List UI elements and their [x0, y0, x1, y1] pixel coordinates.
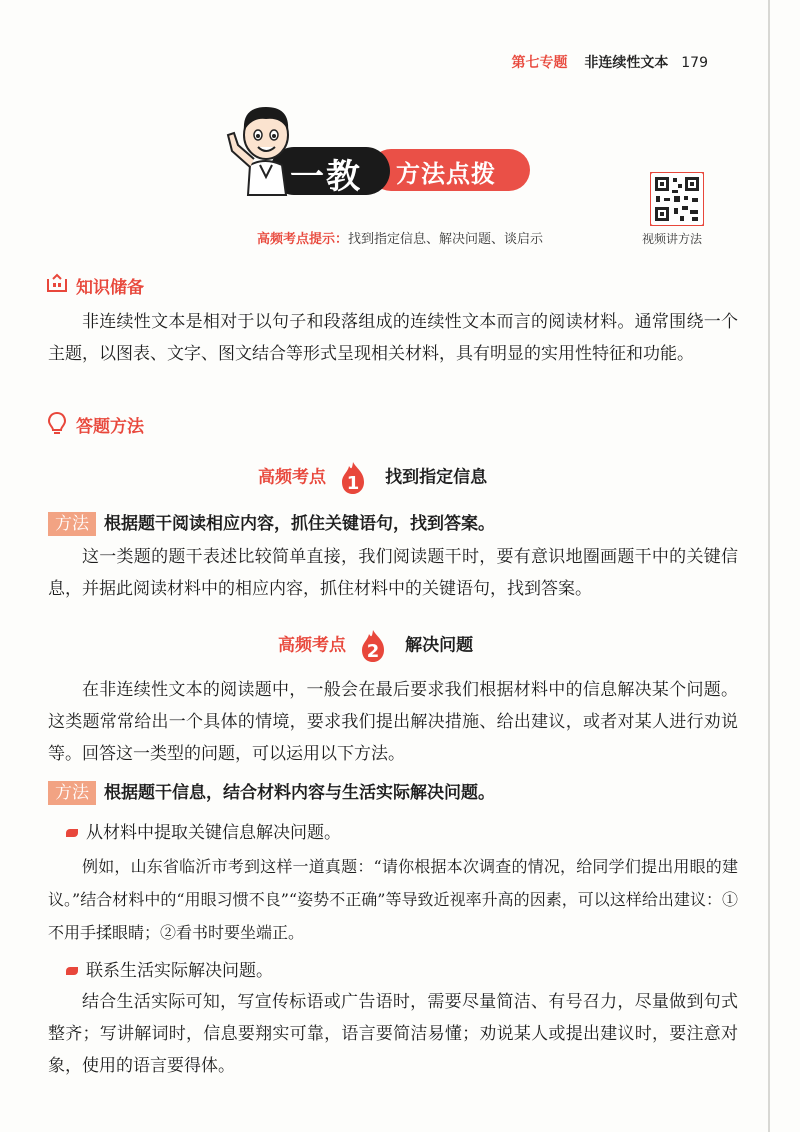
kp2-bullet-1	[66, 818, 341, 843]
kp2-name: 解决问题	[405, 635, 474, 656]
kp2-bullet-1-text: 从材料中提取关键信息解决问题。	[86, 823, 341, 843]
bullet-dot-icon	[66, 829, 78, 837]
kp2-method	[48, 778, 495, 805]
banner-right-text: 方法点拨	[396, 160, 496, 188]
kp1-method-text: 根据题干阅读相应内容，抓住关键语句，找到答案。	[104, 514, 495, 534]
page-number: 179	[681, 55, 708, 71]
header-subject: 非连续性文本	[584, 55, 669, 71]
kp2-life-paragraph: 结合生活实际可知，写宣传标语或广告语时，需要尽量简洁、有号召力，尽量做到句式整齐；写讲解词时，信息要翔实可靠，语言要简洁易懂；劝说某人或提出建议时，要注意对象，使用的语言要得体。	[48, 992, 738, 1076]
hint-label: 高频考点提示：	[256, 232, 348, 247]
knowledge-paragraph: 非连续性文本是相对于以句子和段落组成的连续性文本而言的阅读材料。通常围绕一个主题，以图表、文字、图文结合等形式呈现相关材料，具有明显的实用性特征和功能。	[48, 312, 738, 364]
hint-text: 找到指定信息、解决问题、谈启示	[348, 232, 544, 247]
kp2-method-text: 根据题干信息，结合材料内容与生活实际解决问题。	[104, 783, 495, 803]
running-header	[512, 52, 708, 72]
flame-badge-icon	[338, 460, 368, 496]
header-topic: 第七专题	[511, 55, 568, 71]
kp2-label: 高频考点	[278, 635, 346, 656]
kp1-name: 找到指定信息	[385, 467, 488, 488]
kp2-example-paragraph: 例如，山东省临沂市考到这样一道真题：“请你根据本次调查的情况，给同学们提出用眼的建议。”结合材料中的“用眼习惯不良”“姿势不正确”等导致近视率升高的因素，可以这样给出建议：①不用手揉眼睛；②看书时要坐端正。	[48, 857, 738, 942]
hint-line	[0, 228, 800, 247]
kp2-method-tag: 方法	[48, 781, 96, 805]
kp1-number: 1	[346, 473, 359, 494]
lightbulb-icon	[47, 411, 67, 435]
section-banner	[220, 95, 540, 205]
kp2-bullet-2-text: 联系生活实际解决问题。	[86, 961, 273, 981]
kp1-method-tag: 方法	[48, 512, 96, 536]
kp2-number: 2	[366, 641, 379, 662]
key-point-1-heading	[258, 460, 487, 496]
kp1-paragraph: 这一类题的题干表述比较简单直接，我们阅读题干时，要有意识地圈画题干中的关键信息，并据此阅读材料中的相应内容，抓住材料中的关键语句，找到答案。	[48, 547, 738, 599]
method-section-title: 答题方法	[76, 417, 144, 437]
kp1-label: 高频考点	[258, 467, 326, 488]
flame-badge-icon	[358, 628, 388, 664]
knowledge-title: 知识储备	[76, 278, 144, 298]
kp2-bullet-2	[66, 956, 273, 981]
banner-left-text: 一教	[290, 157, 362, 197]
page-edge	[768, 0, 770, 1132]
kp1-method	[48, 509, 495, 536]
mascot-boy-icon	[220, 95, 310, 205]
key-point-2-heading	[278, 628, 473, 664]
bullet-dot-icon	[66, 967, 78, 975]
knowledge-box-icon	[46, 273, 68, 293]
qr-label: 视频讲方法	[642, 232, 703, 246]
kp2-intro-paragraph: 在非连续性文本的阅读题中，一般会在最后要求我们根据材料中的信息解决某个问题。这类题常常给出一个具体的情境，要求我们提出解决措施、给出建议，或者对某人进行劝说等。回答这一类型的问题，可以运用以下方法。	[48, 680, 738, 764]
qr-code-icon[interactable]	[650, 172, 704, 226]
